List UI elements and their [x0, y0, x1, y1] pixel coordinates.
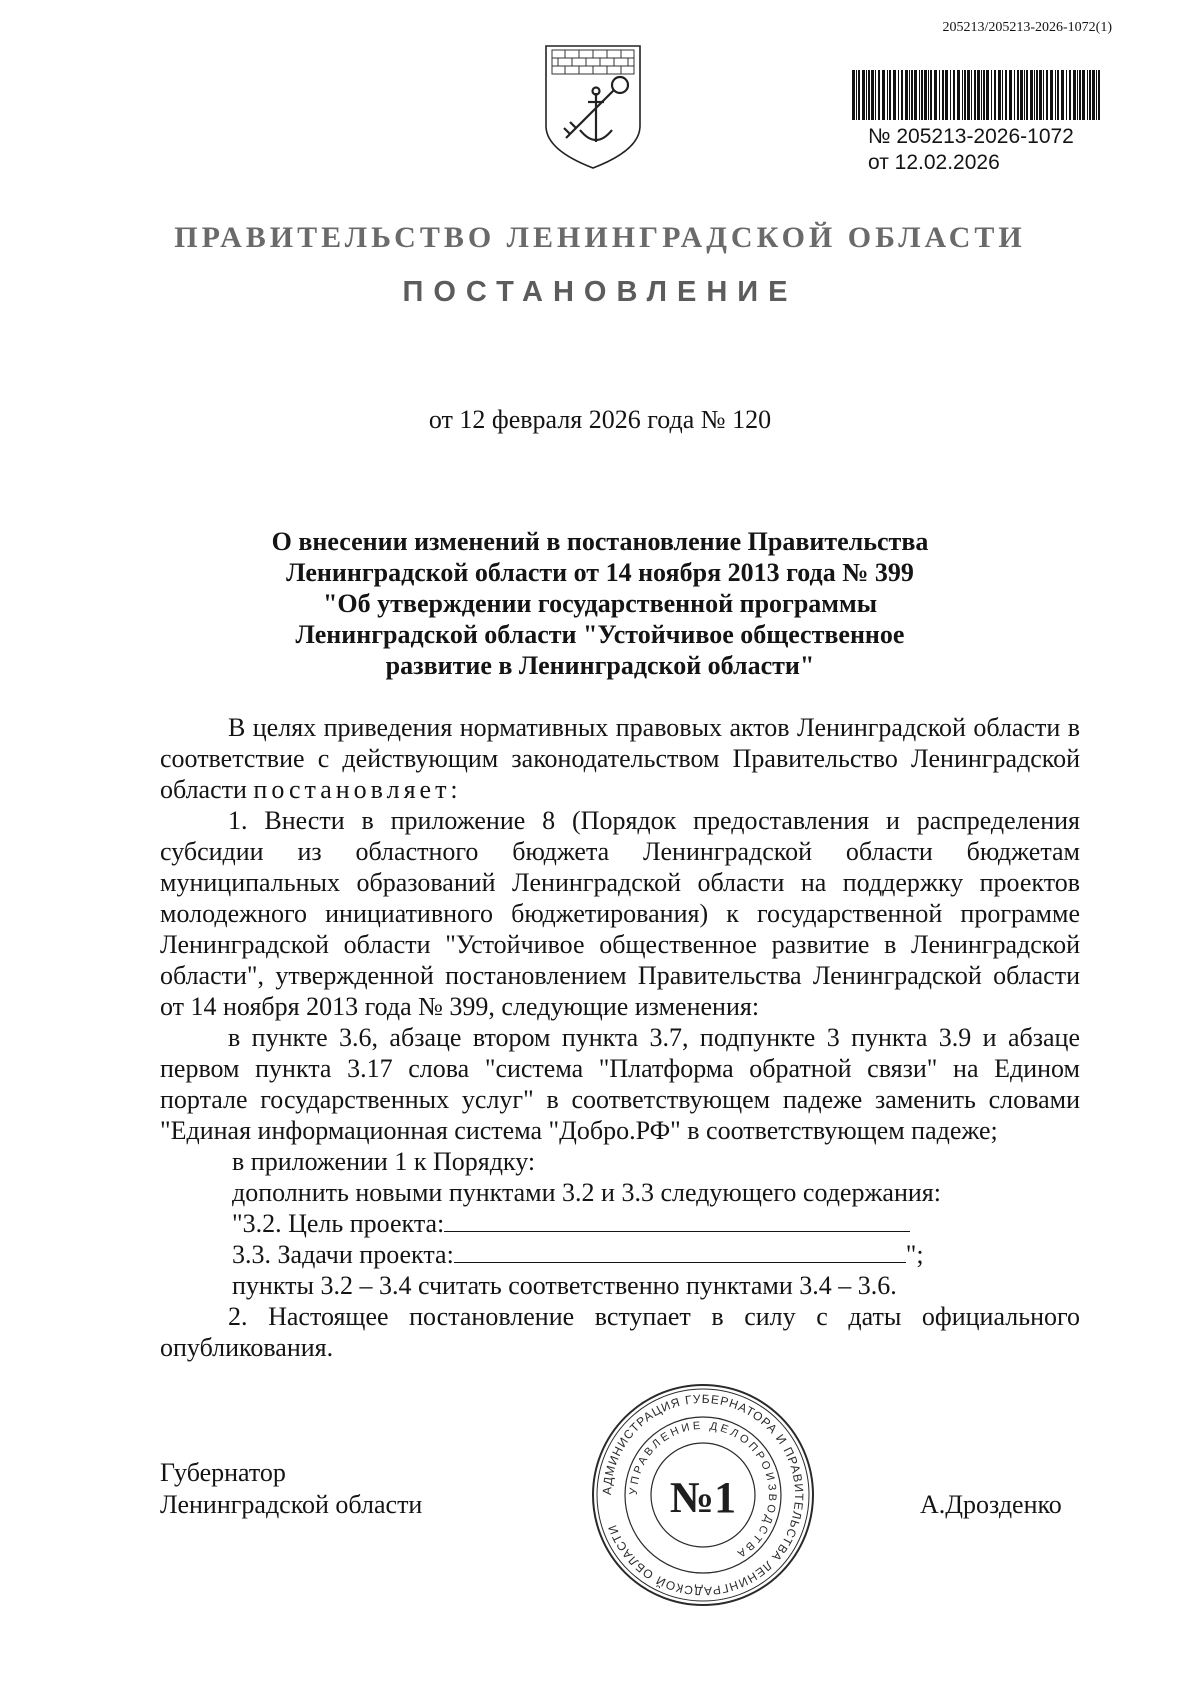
decree-subject	[0, 526, 1200, 681]
barcode-bar	[1069, 70, 1071, 120]
barcode-bar	[1087, 70, 1088, 120]
barcode-bar	[1030, 70, 1033, 120]
barcode-bar	[1014, 70, 1015, 120]
barcode-bar	[1036, 70, 1038, 120]
barcode	[852, 70, 1102, 120]
goal-blank-line	[444, 1209, 910, 1232]
barcode-bar	[934, 70, 937, 120]
goal-field-line	[160, 1208, 1080, 1239]
barcode-bar	[1089, 70, 1091, 120]
barcode-bar	[962, 70, 963, 120]
barcode-bar	[898, 70, 899, 120]
coat-of-arms-emblem	[538, 38, 648, 173]
barcode-bar	[998, 70, 1001, 120]
decree-heading: ПОСТАНОВЛЕНИЕ	[402, 276, 798, 308]
barcode-bar	[994, 70, 996, 120]
barcode-bar	[945, 70, 948, 120]
barcode-bar	[871, 70, 874, 120]
barcode-bar	[1026, 70, 1028, 120]
signatory-position	[160, 1457, 422, 1521]
barcode-bar	[1057, 70, 1059, 120]
barcode-bar	[905, 70, 908, 120]
barcode-bar	[1046, 70, 1048, 120]
barcode-bar	[1061, 70, 1064, 120]
barcode-bar	[856, 70, 857, 120]
barcode-bar	[1079, 70, 1081, 120]
barcode-bar	[1009, 70, 1012, 120]
barcode-bar	[1005, 70, 1007, 120]
barcode-bar	[1017, 70, 1019, 120]
seal-center-number: №1	[669, 1473, 737, 1522]
subject-line: О внесении изменений в постановление Правительства	[271, 527, 929, 556]
item-1-paragraph: 1. Внести в приложение 8 (Порядок предоставления и распределения субсидии из областного бюджета Ленинградской области бюджетам муниципальных образований Ленинградской области на поддержку проектов молодежного инициативного бюджетирования) к государственной программе Ленинградской области "Устойчивое общественное развитие в Ленинградской области", утвержденной постановлением Правительства Ленинградской области от 14 ноября 2013 года № 399, следующие изменения:	[160, 806, 1080, 1021]
barcode-bar	[930, 70, 932, 120]
add-points-line: дополнить новыми пунктами 3.2 и 3.3 следующего содержания:	[232, 1178, 941, 1207]
barcode-bar	[862, 70, 865, 120]
goal-field-label: "3.2. Цель проекта:	[232, 1209, 445, 1238]
barcode-bar	[1092, 70, 1095, 120]
barcode-bar	[911, 70, 913, 120]
barcode-bar	[1082, 70, 1085, 120]
barcode-bar	[974, 70, 976, 120]
tasks-field-label: 3.3. Задачи проекта:	[232, 1240, 454, 1269]
document-reference-code: 205213/205213-2026-1072(1)	[942, 20, 1112, 35]
barcode-bar	[1098, 70, 1100, 120]
barcode-bar	[1043, 70, 1044, 120]
tasks-field-end: ";	[905, 1240, 924, 1269]
official-seal	[588, 1380, 818, 1610]
subject-line: "Об утверждении государственной программы	[322, 589, 878, 618]
barcode-bar	[1050, 70, 1053, 120]
barcode-bar	[901, 70, 903, 120]
barcode-bar	[878, 70, 880, 120]
barcode-bar	[981, 70, 982, 120]
barcode-bar	[1096, 70, 1097, 120]
decree-date-number: от 12 февраля 2026 года № 120	[428, 405, 772, 434]
barcode-bar	[1020, 70, 1023, 120]
barcode-bar	[852, 70, 855, 120]
barcode-bar	[921, 70, 923, 120]
annex-line: в приложении 1 к Порядку:	[232, 1147, 536, 1176]
signatory-name: А.Дрозденко	[920, 1490, 1062, 1519]
registration-stamp	[868, 124, 1074, 176]
barcode-bar	[914, 70, 917, 120]
barcode-bar	[986, 70, 989, 120]
barcode-bar	[950, 70, 951, 120]
barcode-bar	[1066, 70, 1067, 120]
barcode-bar	[991, 70, 992, 120]
renumber-line: пункты 3.2 – 3.4 считать соответственно пунктами 3.4 – 3.6.	[232, 1271, 897, 1300]
barcode-bar	[893, 70, 896, 120]
barcode-bar	[1034, 70, 1035, 120]
barcode-bar	[868, 70, 870, 120]
subject-line: Ленинградской области "Устойчивое общественное	[295, 620, 905, 649]
preamble-paragraph	[160, 712, 1080, 805]
barcode-bar	[875, 70, 876, 120]
barcode-bar	[967, 70, 970, 120]
barcode-bar	[953, 70, 955, 120]
barcode-bar	[858, 70, 860, 120]
barcode-bar	[889, 70, 891, 120]
barcode-bar	[887, 70, 888, 120]
signatory-position-line: Ленинградской области	[160, 1490, 423, 1519]
barcode-bar	[924, 70, 927, 120]
tasks-blank-line	[454, 1240, 906, 1263]
barcode-bar	[942, 70, 944, 120]
barcode-bar	[1002, 70, 1003, 120]
subject-line: Ленинградской области от 14 ноября 2013 года № 399	[286, 558, 914, 587]
barcode-bar	[1055, 70, 1056, 120]
registration-number: № 205213-2026-1072	[868, 125, 1074, 148]
item-1-change-paragraph: в пункте 3.6, абзаце втором пункта 3.7, подпункте 3 пункта 3.9 и абзаце первом пункта 3.17 слова "система "Платформа обратной связи" на Едином портале государственных услуг" в соответствующем падеже заменить словами "Единая информационная система "Добро.РФ" в соответствующем падеже;	[160, 1023, 1080, 1145]
barcode-bar	[882, 70, 885, 120]
barcode-bar	[1077, 70, 1078, 120]
government-title: ПРАВИТЕЛЬСТВО ЛЕНИНГРАДСКОЙ ОБЛАСТИ	[174, 221, 1026, 254]
barcode-bar	[866, 70, 867, 120]
registration-date: от 12.02.2026	[868, 151, 1000, 174]
preamble-text: В целях приведения нормативных правовых актов Ленинградской области в соответствие с действующим законодательством Правительство Ленинградской области	[160, 713, 1080, 804]
barcode-bar	[983, 70, 985, 120]
barcode-bar	[977, 70, 980, 120]
preamble-verb: постановляет:	[253, 775, 462, 804]
tasks-field-line	[160, 1239, 1080, 1270]
barcode-bar	[1039, 70, 1042, 120]
barcode-bar	[928, 70, 929, 120]
seal-inner-ring-text: УПРАВЛЕНИЕ ДЕЛОПРОИЗВОДСТВА	[627, 1419, 779, 1561]
item-2-paragraph: 2. Настоящее постановление вступает в силу с даты официального опубликования.	[160, 1302, 1080, 1362]
barcode-bar	[919, 70, 920, 120]
barcode-bar	[971, 70, 972, 120]
barcode-bar	[1024, 70, 1025, 120]
signatory-position-line: Губернатор	[160, 1458, 286, 1487]
barcode-bar	[909, 70, 910, 120]
barcode-bar	[1073, 70, 1076, 120]
decree-body	[160, 712, 1080, 1363]
seal-ring-text: АДМИНИСТРАЦИЯ ГУБЕРНАТОРА И ПРАВИТЕЛЬСТВА ЛЕНИНГРАДСКОЙ ОБЛАСТИ	[599, 1391, 807, 1599]
barcode-bar	[964, 70, 966, 120]
barcode-bar	[939, 70, 940, 120]
barcode-bar	[957, 70, 960, 120]
subject-line: развитие в Ленинградской области"	[385, 651, 815, 680]
